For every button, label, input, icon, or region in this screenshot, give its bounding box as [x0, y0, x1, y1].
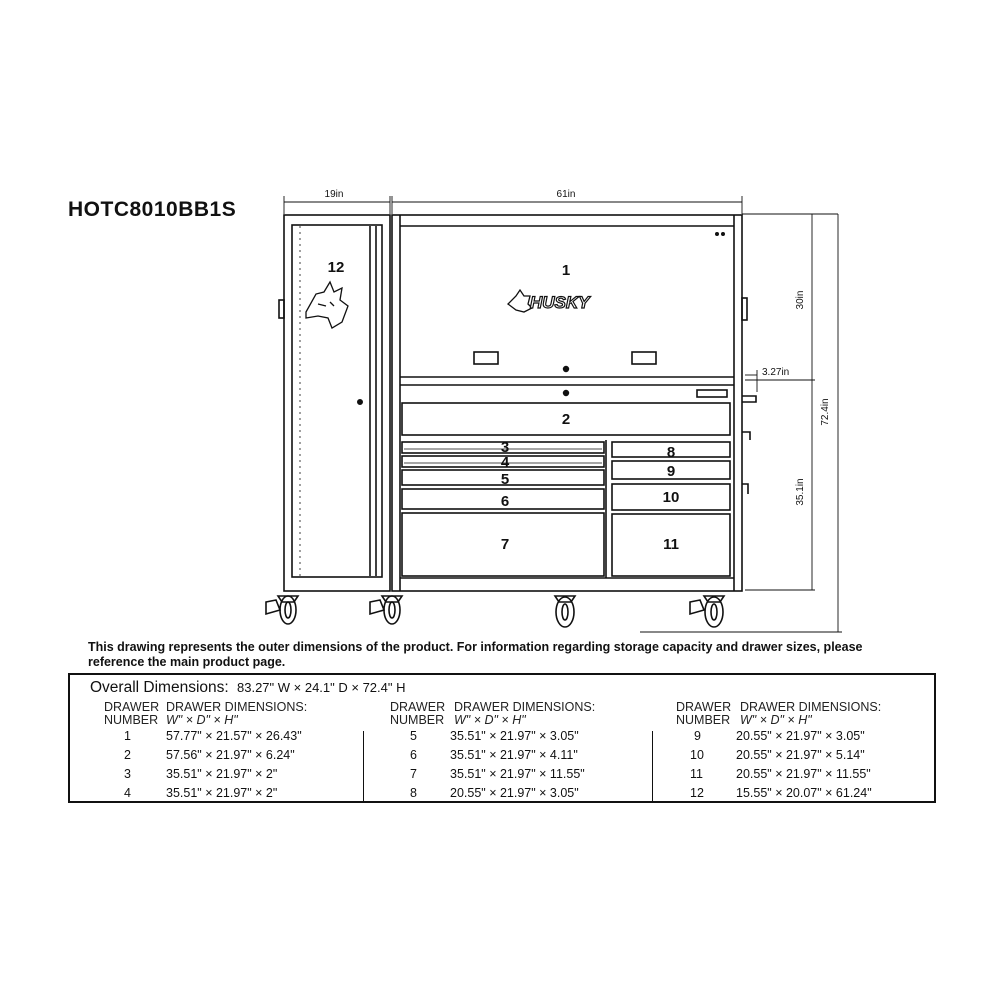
- model-number: HOTC8010BB1S: [68, 198, 237, 221]
- header-drawer: DRAWER: [390, 700, 446, 714]
- drawer-column-3: [676, 701, 926, 803]
- overall-dimensions: [90, 679, 406, 697]
- dimensions-table: [68, 673, 936, 803]
- drawer-label-10: 10: [662, 489, 680, 506]
- bottom-height-label: 35.1in: [795, 478, 806, 506]
- side-width-label: 19in: [324, 189, 344, 200]
- header-dimensions: DRAWER DIMENSIONS:: [454, 700, 596, 714]
- table-row: 9 20.55" × 21.97" × 3.05": [694, 729, 865, 743]
- column-divider: [652, 731, 653, 801]
- table-row: 12 15.55" × 20.07" × 61.24": [690, 786, 872, 800]
- table-row: 6 35.51" × 21.97" × 4.11": [410, 748, 578, 762]
- caster-wheels: [266, 596, 724, 627]
- drawer-label-5: 5: [500, 471, 510, 488]
- drawer-label-1: 1: [561, 262, 571, 279]
- header-dimensions: DRAWER DIMENSIONS:: [740, 700, 882, 714]
- header-number: NUMBER: [676, 713, 731, 727]
- header-dimensions: DRAWER DIMENSIONS:: [166, 700, 308, 714]
- table-row: 10 20.55" × 21.97" × 5.14": [690, 748, 865, 762]
- table-row: 1 57.77" × 21.57" × 26.43": [124, 729, 302, 743]
- drawer-label-11: 11: [663, 536, 679, 553]
- overall-dimensions-value: 83.27" W × 24.1" D × 72.4" H: [237, 680, 406, 695]
- table-row: 8 20.55" × 21.97" × 3.05": [410, 786, 579, 800]
- column-divider: [363, 731, 364, 801]
- column-header: [104, 701, 374, 727]
- header-number: NUMBER: [390, 713, 445, 727]
- top-height-label: 30in: [795, 290, 806, 310]
- header-drawer: DRAWER: [104, 700, 160, 714]
- table-row: 3 35.51" × 21.97" × 2": [124, 767, 278, 781]
- table-row: 7 35.51" × 21.97" × 11.55": [410, 767, 585, 781]
- column-header: [390, 701, 650, 727]
- table-row: 4 35.51" × 21.97" × 2": [124, 786, 278, 800]
- drawer-label-9: 9: [666, 463, 676, 480]
- handle-depth-label: 3.27in: [762, 367, 790, 378]
- header-number: NUMBER: [104, 713, 159, 727]
- drawer-label-8: 8: [666, 444, 676, 461]
- header-drawer: DRAWER: [676, 700, 732, 714]
- width-dimension-lines: [284, 196, 742, 214]
- disclaimer-note: This drawing represents the outer dimensions of the product. For information regarding storage capacity and drawer sizes, please reference the main product page.: [88, 640, 863, 669]
- drawer-label-12: 12: [327, 259, 345, 276]
- drawer-label-3: 3: [500, 439, 510, 456]
- table-row: 11 20.55" × 21.97" × 11.55": [690, 767, 871, 781]
- column-header: [676, 701, 926, 727]
- header-units: W" × D" × H": [454, 713, 526, 727]
- table-row: 2 57.56" × 21.97" × 6.24": [124, 748, 295, 762]
- main-chest: [392, 215, 756, 591]
- drawer-column-1: [104, 701, 374, 803]
- husky-brand-logo: [508, 290, 532, 312]
- husky-wordmark: HUSKY: [530, 293, 590, 312]
- header-units: W" × D" × H": [740, 713, 812, 727]
- husky-dog-logo: [306, 282, 348, 328]
- drawer-column-2: [390, 701, 650, 803]
- drawer-label-7: 7: [500, 536, 510, 553]
- drawer-label-2: 2: [561, 411, 571, 428]
- height-dimension-lines: [640, 214, 842, 632]
- main-width-label: 61in: [556, 189, 576, 200]
- table-row: 5 35.51" × 21.97" × 3.05": [410, 729, 579, 743]
- header-units: W" × D" × H": [166, 713, 238, 727]
- drawer-label-4: 4: [500, 454, 510, 471]
- total-height-label: 72.4in: [820, 398, 831, 426]
- overall-dimensions-label: Overall Dimensions:: [90, 679, 229, 696]
- drawer-label-6: 6: [500, 493, 510, 510]
